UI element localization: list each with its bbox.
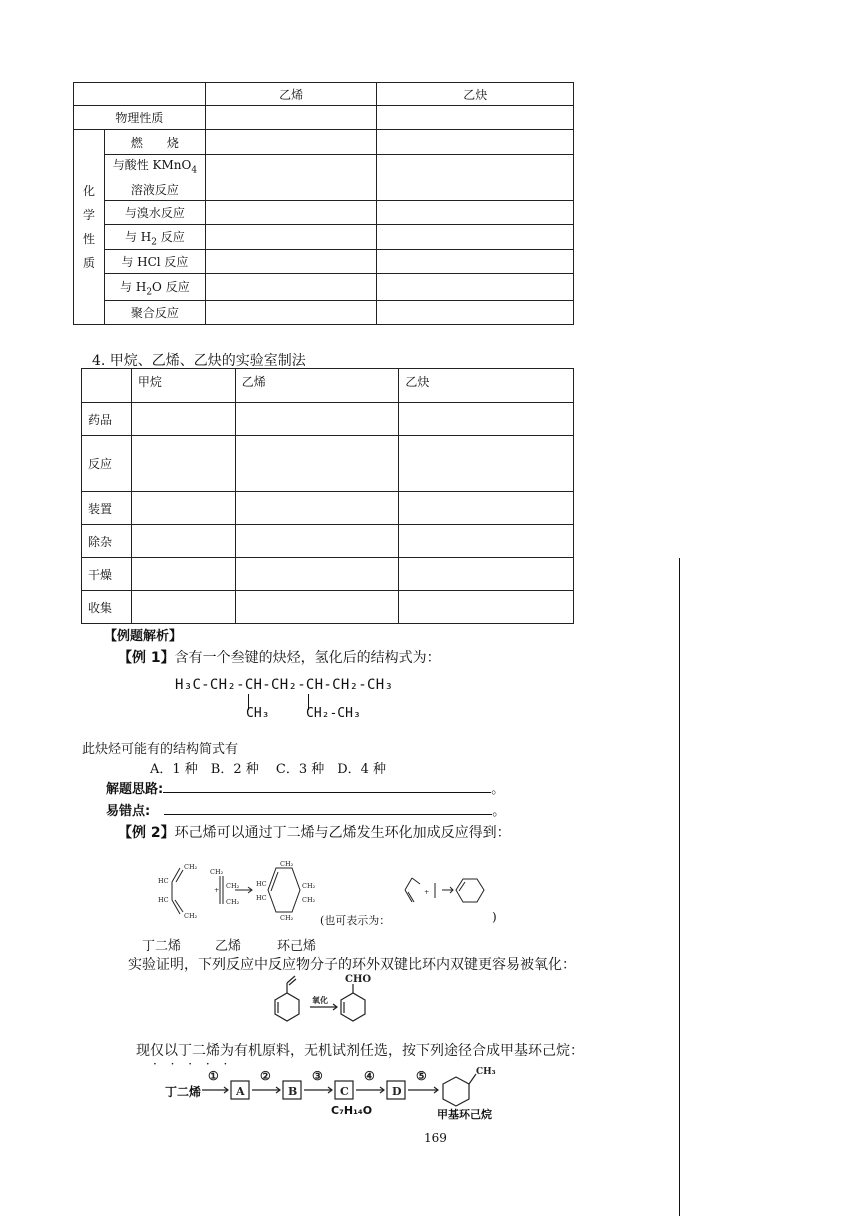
svg-text:CH₂: CH₂ xyxy=(184,863,198,871)
example-2-line xyxy=(118,822,511,842)
example-1-text: 含有一个叁键的炔烃，氢化后的结构式为： xyxy=(174,650,441,666)
example-2-text: 环己烯可以通过丁二烯与乙烯发生环化加成反应得到： xyxy=(174,825,511,841)
cell xyxy=(235,525,399,558)
header-methane: 甲烷 xyxy=(131,369,235,403)
cell xyxy=(399,591,574,624)
oxidation-diagram xyxy=(265,970,380,1030)
formula-branch-2: CH₂-CH₃ xyxy=(306,706,361,721)
route-product: 甲基环己烷 xyxy=(437,1108,492,1121)
header-acetylene: 乙炔 xyxy=(399,369,574,403)
svg-text:HC: HC xyxy=(256,880,267,888)
compound-name-ethylene: 乙烯 xyxy=(215,939,242,954)
svg-text:CH₂: CH₂ xyxy=(226,882,240,890)
cell xyxy=(377,225,574,250)
box-d: D xyxy=(392,1085,402,1098)
row-reagents: 药品 xyxy=(82,403,132,436)
answer-blank xyxy=(163,780,491,793)
cell xyxy=(399,403,574,436)
cell xyxy=(205,250,377,274)
box-b: B xyxy=(288,1085,298,1098)
header-empty xyxy=(74,83,206,106)
properties-table xyxy=(73,82,574,325)
header-acetylene: 乙炔 xyxy=(377,83,574,106)
answer-blank xyxy=(164,802,492,815)
examples-heading: 【例题解析】 xyxy=(104,629,183,644)
row-label-tail: 反应 xyxy=(156,229,185,244)
row-impurity-removal: 除杂 xyxy=(82,525,132,558)
row-h2 xyxy=(104,225,205,250)
step-3: ③ xyxy=(312,1069,323,1083)
period: 。 xyxy=(492,804,506,819)
oxidation-label: 氧化 xyxy=(312,995,328,1005)
row-reaction: 反应 xyxy=(82,436,132,492)
cell xyxy=(377,201,574,225)
step-1: ① xyxy=(208,1069,219,1083)
row-label: 与酸性 KMnO xyxy=(112,158,192,172)
cell xyxy=(235,558,399,591)
period: 。 xyxy=(491,782,505,797)
svg-text:CH₂: CH₂ xyxy=(302,882,316,890)
svg-text:CH₂: CH₂ xyxy=(226,898,240,906)
c-formula: C₇H₁₄O xyxy=(331,1104,373,1117)
header-ethylene: 乙烯 xyxy=(205,83,377,106)
header-empty xyxy=(82,369,132,403)
row-label: 与 H xyxy=(120,279,147,294)
example-1-question: 此炔烃可能有的结构简式有 xyxy=(82,742,239,757)
cell xyxy=(205,130,377,155)
section-4-title: 4. 甲烷、乙烯、乙炔的实验室制法 xyxy=(92,353,306,369)
cell xyxy=(205,301,377,325)
think-label: 解题思路: xyxy=(106,782,164,797)
group-char: 学 xyxy=(82,208,95,223)
row-apparatus: 装置 xyxy=(82,492,132,525)
mistake-line xyxy=(106,800,505,819)
ch3-label: CH₃ xyxy=(476,1067,496,1077)
example-2-label: 【例 2】 xyxy=(118,825,175,841)
example-1-options: A．1 种 B．2 种 C．3 种 D．4 种 xyxy=(150,762,387,777)
row-kmno4 xyxy=(104,155,205,201)
group-char: 化 xyxy=(82,184,95,199)
formula-branch-1: CH₃ xyxy=(246,706,270,721)
header-ethylene: 乙烯 xyxy=(235,369,399,403)
cell xyxy=(131,492,235,525)
route-start: 丁二烯 xyxy=(165,1085,202,1099)
cell xyxy=(131,558,235,591)
synthesis-text: 现仅以丁二烯为有机原料，无机试剂任选，按下列途径合成甲基环己烷： xyxy=(136,1043,584,1059)
cell xyxy=(235,492,399,525)
formula-main: H₃C-CH₂-CH-CH₂-CH-CH₂-CH₃ xyxy=(175,677,394,693)
svg-text:+: + xyxy=(424,888,430,896)
experiment-text: 实验证明，下列反应中反应物分子的环外双键比环内双键更容易被氧化： xyxy=(128,957,576,973)
box-a: A xyxy=(236,1085,245,1098)
row-physical-properties: 物理性质 xyxy=(74,106,206,130)
subscript: 2 xyxy=(146,287,153,298)
svg-text:+: + xyxy=(214,886,220,894)
svg-text:CH₂: CH₂ xyxy=(280,914,294,922)
box-c: C xyxy=(340,1085,349,1098)
example-1-line xyxy=(118,647,441,667)
group-char: 质 xyxy=(82,256,95,271)
subscript: 2 xyxy=(151,237,157,248)
row-bromine-water: 与溴水反应 xyxy=(104,201,205,225)
cell xyxy=(205,225,377,250)
row-polymerization: 聚合反应 xyxy=(104,301,205,325)
step-5: ⑤ xyxy=(416,1069,427,1083)
row-h2o xyxy=(104,274,205,301)
cell xyxy=(399,525,574,558)
cell xyxy=(235,403,399,436)
cell xyxy=(205,155,377,201)
svg-text:HC: HC xyxy=(158,896,169,904)
compound-name-butadiene: 丁二烯 xyxy=(142,939,182,954)
compound-name-cyclohexene: 环己烯 xyxy=(277,939,317,954)
cell xyxy=(377,250,574,274)
cell xyxy=(235,591,399,624)
cell xyxy=(399,492,574,525)
row-label-tail: O 反应 xyxy=(152,279,190,294)
cell xyxy=(131,525,235,558)
step-2: ② xyxy=(260,1069,271,1083)
svg-text:CH₂: CH₂ xyxy=(302,896,316,904)
cell xyxy=(235,436,399,492)
chemical-properties-group xyxy=(74,130,105,325)
subscript: 4 xyxy=(191,165,198,176)
cell xyxy=(399,436,574,492)
svg-text:CH₂: CH₂ xyxy=(280,860,294,868)
also-expressed-text: (也可表示为： xyxy=(320,914,391,927)
cell xyxy=(205,274,377,301)
cell xyxy=(399,558,574,591)
row-collection: 收集 xyxy=(82,591,132,624)
cell xyxy=(377,301,574,325)
cell xyxy=(377,274,574,301)
row-label-line2: 溶液反应 xyxy=(130,183,179,198)
cell xyxy=(131,591,235,624)
lab-preparation-table xyxy=(81,368,574,624)
emphasis-dots: · · · · · xyxy=(153,1057,233,1071)
row-label: 与 H xyxy=(124,229,152,244)
svg-text:CH₂: CH₂ xyxy=(210,868,224,876)
svg-text:CH₂: CH₂ xyxy=(184,912,198,920)
svg-text:HC: HC xyxy=(256,894,267,902)
cell xyxy=(377,106,574,130)
cell xyxy=(377,130,574,155)
cell xyxy=(131,436,235,492)
cell xyxy=(131,403,235,436)
row-combustion: 燃 烧 xyxy=(104,130,205,155)
margin-rule xyxy=(679,558,680,1216)
row-drying: 干燥 xyxy=(82,558,132,591)
cell xyxy=(377,155,574,201)
svg-text:HC: HC xyxy=(158,877,169,885)
example-1-label: 【例 1】 xyxy=(118,650,175,666)
step-4: ④ xyxy=(364,1069,375,1083)
close-paren: ) xyxy=(492,910,497,924)
think-line xyxy=(106,778,504,797)
page-number: 169 xyxy=(424,1131,447,1145)
cell xyxy=(205,201,377,225)
cell xyxy=(205,106,377,130)
group-char: 性 xyxy=(82,232,95,247)
mistake-label: 易错点: xyxy=(106,804,151,819)
row-hcl: 与 HCl 反应 xyxy=(104,250,205,274)
cho-label: CHO xyxy=(345,974,372,985)
